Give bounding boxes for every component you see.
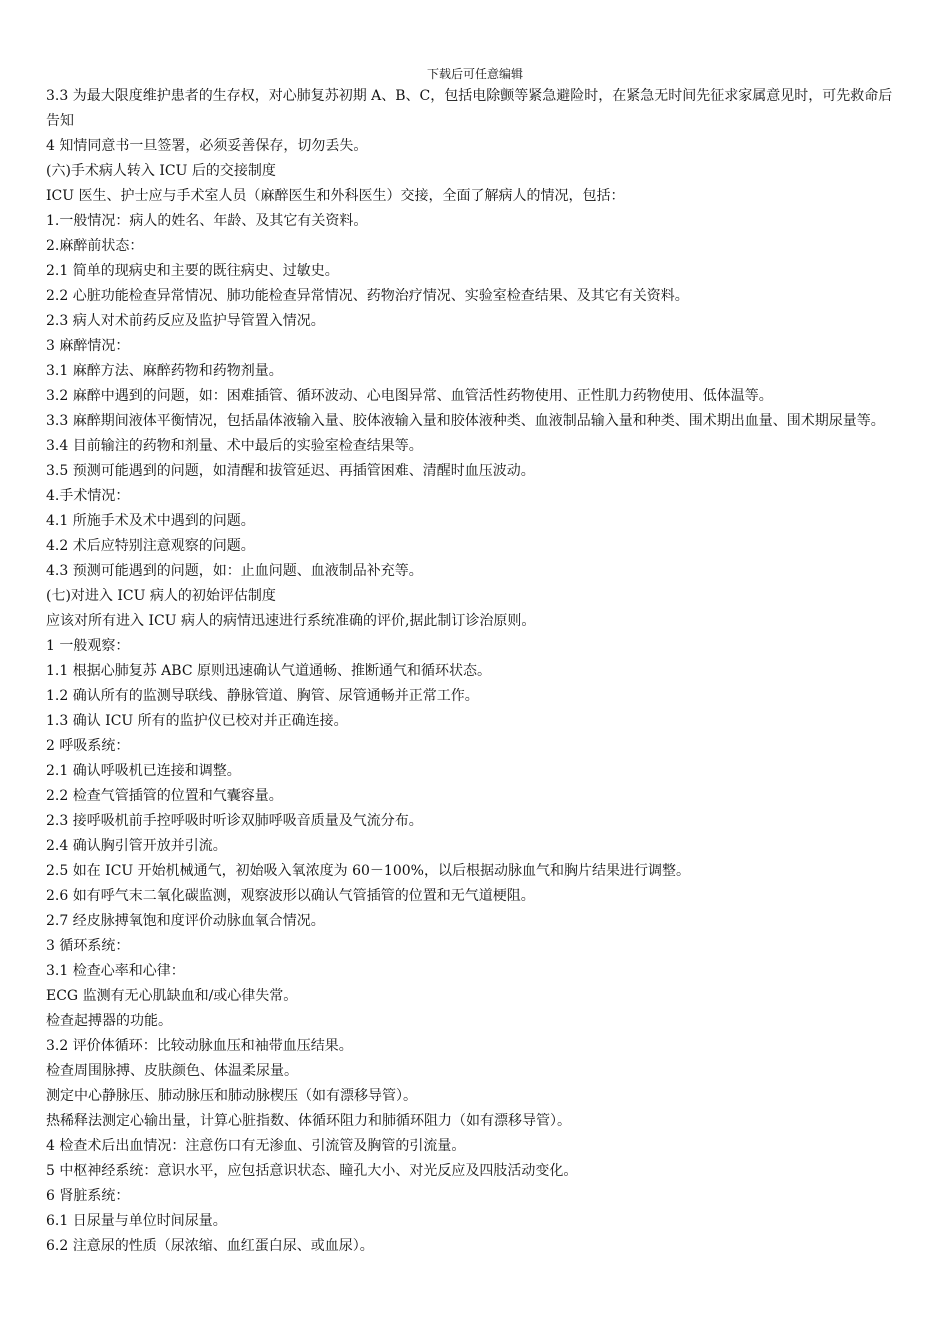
text-line: 4.手术情况： bbox=[46, 488, 130, 504]
text-line: 3.1 麻醉方法、麻醉药物和药物剂量。 bbox=[46, 363, 283, 379]
text-line: 4.3 预测可能遇到的问题，如：止血问题、血液制品补充等。 bbox=[46, 563, 423, 579]
text-line: 5 中枢神经系统：意识水平，应包括意识状态、瞳孔大小、对光反应及四肢活动变化。 bbox=[46, 1163, 578, 1179]
text-line: 3.4 目前输注的药物和剂量、术中最后的实验室检查结果等。 bbox=[46, 438, 423, 454]
text-line: 4 知情同意书一旦签署，必须妥善保存，切勿丢失。 bbox=[46, 138, 368, 154]
text-line: 2.7 经皮脉搏氧饱和度评价动脉血氧合情况。 bbox=[46, 913, 325, 929]
text-line: 3.5 预测可能遇到的问题，如清醒和拔管延迟、再插管困难、清醒时血压波动。 bbox=[46, 463, 535, 479]
page-header: 下载后可任意编辑 bbox=[426, 67, 523, 81]
text-line: 3 麻醉情况： bbox=[46, 338, 130, 354]
text-line: 3.3 麻醉期间液体平衡情况，包括晶体液输入量、胶体液输入量和胶体液种类、血液制品输入量和种类、围术期出血量、围术期尿量等。 bbox=[46, 413, 885, 429]
text-line: 4.2 术后应特别注意观察的问题。 bbox=[46, 538, 255, 554]
text-line: 检查起搏器的功能。 bbox=[46, 1013, 172, 1029]
text-line: 1 一般观察： bbox=[46, 638, 130, 654]
text-line: 2.1 简单的现病史和主要的既往病史、过敏史。 bbox=[46, 263, 339, 279]
text-line: 3.1 检查心率和心律： bbox=[46, 963, 185, 979]
text-line: 3.3 为最大限度维护患者的生存权，对心肺复苏初期 A、B、C，包括电除颤等紧急避险时，在紧急无时间先征求家属意见时，可先救命后告知 bbox=[46, 88, 893, 129]
text-line: 3 循环系统： bbox=[46, 938, 130, 954]
text-line: 1.1 根据心肺复苏 ABC 原则迅速确认气道通畅、推断通气和循环状态。 bbox=[46, 663, 491, 679]
text-line: ECG 监测有无心肌缺血和/或心律失常。 bbox=[46, 988, 298, 1004]
text-line: 2.2 检查气管插管的位置和气囊容量。 bbox=[46, 788, 283, 804]
text-line: 3.2 评价体循环：比较动脉血压和袖带血压结果。 bbox=[46, 1038, 353, 1054]
text-line: 1.2 确认所有的监测导联线、静脉管道、胸管、尿管通畅并正常工作。 bbox=[46, 688, 479, 704]
text-line: 4 检查术后出血情况：注意伤口有无渗血、引流管及胸管的引流量。 bbox=[46, 1138, 466, 1154]
text-line: 检查周围脉搏、皮肤颜色、体温柔尿量。 bbox=[46, 1063, 298, 1079]
text-line: ICU 医生、护士应与手术室人员（麻醉医生和外科医生）交接，全面了解病人的情况，包括： bbox=[46, 188, 625, 204]
text-line: 2.6 如有呼气末二氧化碳监测，观察波形以确认气管插管的位置和无气道梗阻。 bbox=[46, 888, 535, 904]
text-line: 4.1 所施手术及术中遇到的问题。 bbox=[46, 513, 255, 529]
text-line: 测定中心静脉压、肺动脉压和肺动脉楔压（如有漂移导管）。 bbox=[46, 1088, 417, 1104]
text-line: 2.3 病人对术前药反应及监护导管置入情况。 bbox=[46, 313, 325, 329]
text-line: 6.1 日尿量与单位时间尿量。 bbox=[46, 1213, 227, 1229]
text-line: 2.3 接呼吸机前手控呼吸时听诊双肺呼吸音质量及气流分布。 bbox=[46, 813, 423, 829]
text-line: 2 呼吸系统： bbox=[46, 738, 130, 754]
text-line: 应该对所有进入 ICU 病人的病情迅速进行系统准确的评价,据此制订诊治原则。 bbox=[46, 613, 536, 629]
text-line: 1.3 确认 ICU 所有的监护仪已校对并正确连接。 bbox=[46, 713, 348, 729]
text-line: (七)对进入 ICU 病人的初始评估制度 bbox=[46, 588, 276, 604]
text-line: 2.5 如在 ICU 开始机械通气，初始吸入氧浓度为 60－100%，以后根据动脉血气和胸片结果进行调整。 bbox=[46, 863, 690, 879]
text-line: 2.2 心脏功能检查异常情况、肺功能检查异常情况、药物治疗情况、实验室检查结果、及其它有关资料。 bbox=[46, 288, 689, 304]
text-line: 6 肾脏系统： bbox=[46, 1188, 130, 1204]
text-line: 3.2 麻醉中遇到的问题，如：困难插管、循环波动、心电图异常、血管活性药物使用、正性肌力药物使用、低体温等。 bbox=[46, 388, 773, 404]
text-line: 2.1 确认呼吸机已连接和调整。 bbox=[46, 763, 241, 779]
text-line: (六)手术病人转入 ICU 后的交接制度 bbox=[46, 163, 276, 179]
text-line: 2.麻醉前状态： bbox=[46, 238, 144, 254]
document-body bbox=[46, 84, 896, 1259]
text-line: 6.2 注意尿的性质（尿浓缩、血红蛋白尿、或血尿）。 bbox=[46, 1238, 374, 1254]
text-line: 2.4 确认胸引管开放并引流。 bbox=[46, 838, 227, 854]
text-line: 热稀释法测定心输出量，计算心脏指数、体循环阻力和肺循环阻力（如有漂移导管）。 bbox=[46, 1113, 571, 1129]
text-line: 1.一般情况：病人的姓名、年龄、及其它有关资料。 bbox=[46, 213, 368, 229]
